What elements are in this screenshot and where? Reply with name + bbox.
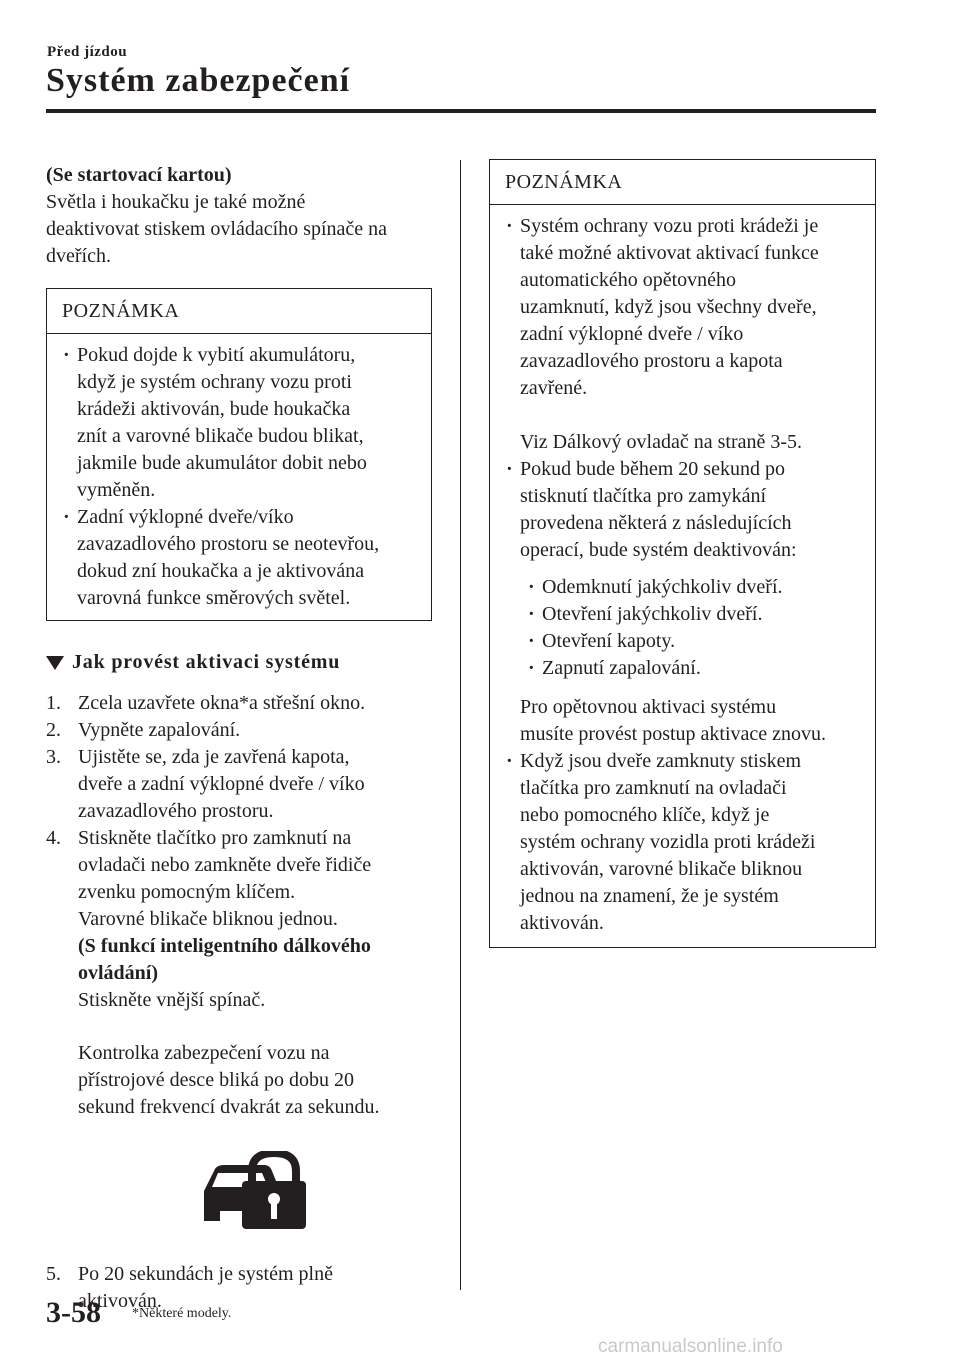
step-number: 4. [46, 827, 61, 849]
text-line: systém ochrany vozidla proti krádeži [520, 831, 816, 853]
section-label: Před jízdou [47, 44, 128, 60]
sub-bullet: · Odemknutí jakýchkoliv dveří. [490, 574, 867, 601]
text-line: zadní výklopné dveře / víko [520, 323, 744, 345]
sub-bullet: · Zapnutí zapalování. [490, 655, 867, 682]
text-line: Světla i houkačku je také možné [46, 191, 306, 213]
note-body [47, 334, 431, 620]
note-bullet [490, 748, 867, 937]
text-line: zvenku pomocným klíčem. [78, 881, 296, 903]
text-line: ovládání) [78, 962, 159, 984]
text-line: dveře a zadní výklopné dveře / víko [78, 773, 365, 795]
page-title: Systém zabezpečení [46, 62, 351, 99]
text-line: zavazadlového prostoru. [78, 800, 274, 822]
text-line: musíte provést postup aktivace znovu. [520, 723, 827, 745]
text-line: jednou na znamení, že je systém [520, 885, 779, 907]
text-line: krádeži aktivován, bude houkačka [77, 398, 351, 420]
column-divider [460, 160, 461, 1290]
text-line: uzamknutí, když jsou všechny dveře, [520, 296, 817, 318]
page-number: 3-58 [46, 1296, 101, 1329]
text-line: Stiskněte tlačítko pro zamknutí na [78, 827, 352, 849]
text-line: operací, bude systém deaktivován: [520, 539, 797, 561]
footnote: *Některé modely. [132, 1306, 232, 1321]
security-lock-indicator-icon [78, 1151, 434, 1239]
watermark: carmanualsonline.info [598, 1336, 783, 1357]
sub-bullet-list [490, 574, 867, 682]
text-line: také možné aktivovat aktivací funkce [520, 242, 819, 264]
text-line: stisknutí tlačítka pro zamykání [520, 485, 767, 507]
step4-paragraph [78, 1040, 434, 1121]
text-line: dveřích. [46, 245, 111, 267]
text-line: Ujistěte se, zda je zavřená kapota, [78, 746, 350, 768]
text-line: · Zadní výklopné dveře/víko [77, 506, 294, 528]
intro-text [46, 189, 434, 270]
text-line: vyměněn. [77, 479, 156, 501]
text-line: znít a varovné blikače budou blikat, [77, 425, 364, 447]
step-item [46, 1261, 434, 1315]
triangle-marker-icon [46, 656, 64, 670]
note-title: POZNÁMKA [47, 289, 431, 334]
cross-reference: Viz Dálkový ovladač na straně 3-5. [520, 431, 803, 453]
note-bullet [47, 504, 423, 612]
text-line: Zcela uzavřete okna*a střešní okno. [78, 692, 366, 714]
step-number: 1. [46, 692, 61, 714]
step-item [46, 744, 434, 825]
text-line: Po 20 sekundách je systém plně [78, 1263, 333, 1285]
text-line: (S funkcí inteligentního dálkového [78, 935, 371, 957]
text-line: dokud zní houkačka a je aktivována [77, 560, 365, 582]
title-rule [46, 109, 876, 113]
text-line: Stiskněte vnější spínač. [78, 989, 266, 1011]
text-line: zavřené. [520, 377, 588, 399]
sub-bullet: · Otevření jakýchkoliv dveří. [490, 601, 867, 628]
text-line: zavazadlového prostoru a kapota [520, 350, 783, 372]
text-line: · Když jsou dveře zamknuty stiskem [520, 750, 802, 772]
step-number: 5. [46, 1263, 61, 1285]
note-box-left [46, 288, 432, 621]
text-line: ovladači nebo zamkněte dveře řidiče [78, 854, 372, 876]
note-bullet [47, 342, 423, 504]
text-line: když je systém ochrany vozu proti [77, 371, 352, 393]
step-item [46, 717, 434, 744]
note-paragraph [490, 694, 867, 748]
text-line: Pro opětovnou aktivaci systému [520, 696, 777, 718]
text-line: varovná funkce směrových světel. [77, 587, 351, 609]
text-line: Kontrolka zabezpečení vozu na [78, 1042, 330, 1064]
note-body [490, 205, 875, 947]
text-line: Varovné blikače bliknou jednou. [78, 908, 338, 930]
text-line: nebo pomocného klíče, když je [520, 804, 770, 826]
text-line: jakmile bude akumulátor dobit nebo [77, 452, 367, 474]
intro-heading: (Se startovací kartou) [46, 164, 232, 186]
text-line: tlačítka pro zamknutí na ovladači [520, 777, 787, 799]
left-column [46, 162, 434, 1315]
text-line: deaktivovat stiskem ovládacího spínače na [46, 218, 388, 240]
note-box-right [489, 159, 876, 948]
step-item [46, 825, 434, 1239]
text-line: Vypněte zapalování. [78, 719, 241, 741]
text-line: přístrojové desce bliká po dobu 20 [78, 1069, 355, 1091]
section-heading [46, 651, 434, 674]
text-line: sekund frekvencí dvakrát za sekundu. [78, 1096, 380, 1118]
text-line: · Pokud bude během 20 sekund po [520, 458, 785, 480]
text-line: · Pokud dojde k vybití akumulátoru, [77, 344, 356, 366]
text-line: provedena některá z následujících [520, 512, 792, 534]
text-line: · Systém ochrany vozu proti krádeži je [520, 215, 819, 237]
text-line: zavazadlového prostoru se neotevřou, [77, 533, 380, 555]
step-number: 3. [46, 746, 61, 768]
sub-bullet: · Otevření kapoty. [490, 628, 867, 655]
steps-list [46, 690, 434, 1315]
text-line: aktivován. [520, 912, 604, 934]
step-item [46, 690, 434, 717]
text-line: automatického opětovného [520, 269, 737, 291]
note-bullet [490, 456, 867, 564]
step-number: 2. [46, 719, 61, 741]
note-title: POZNÁMKA [490, 160, 875, 205]
section-heading-text: Jak provést aktivaci systému [72, 651, 341, 673]
note-bullet [490, 213, 867, 456]
text-line: aktivován, varovné blikače bliknou [520, 858, 803, 880]
text-line: aktivován. [78, 1290, 162, 1312]
